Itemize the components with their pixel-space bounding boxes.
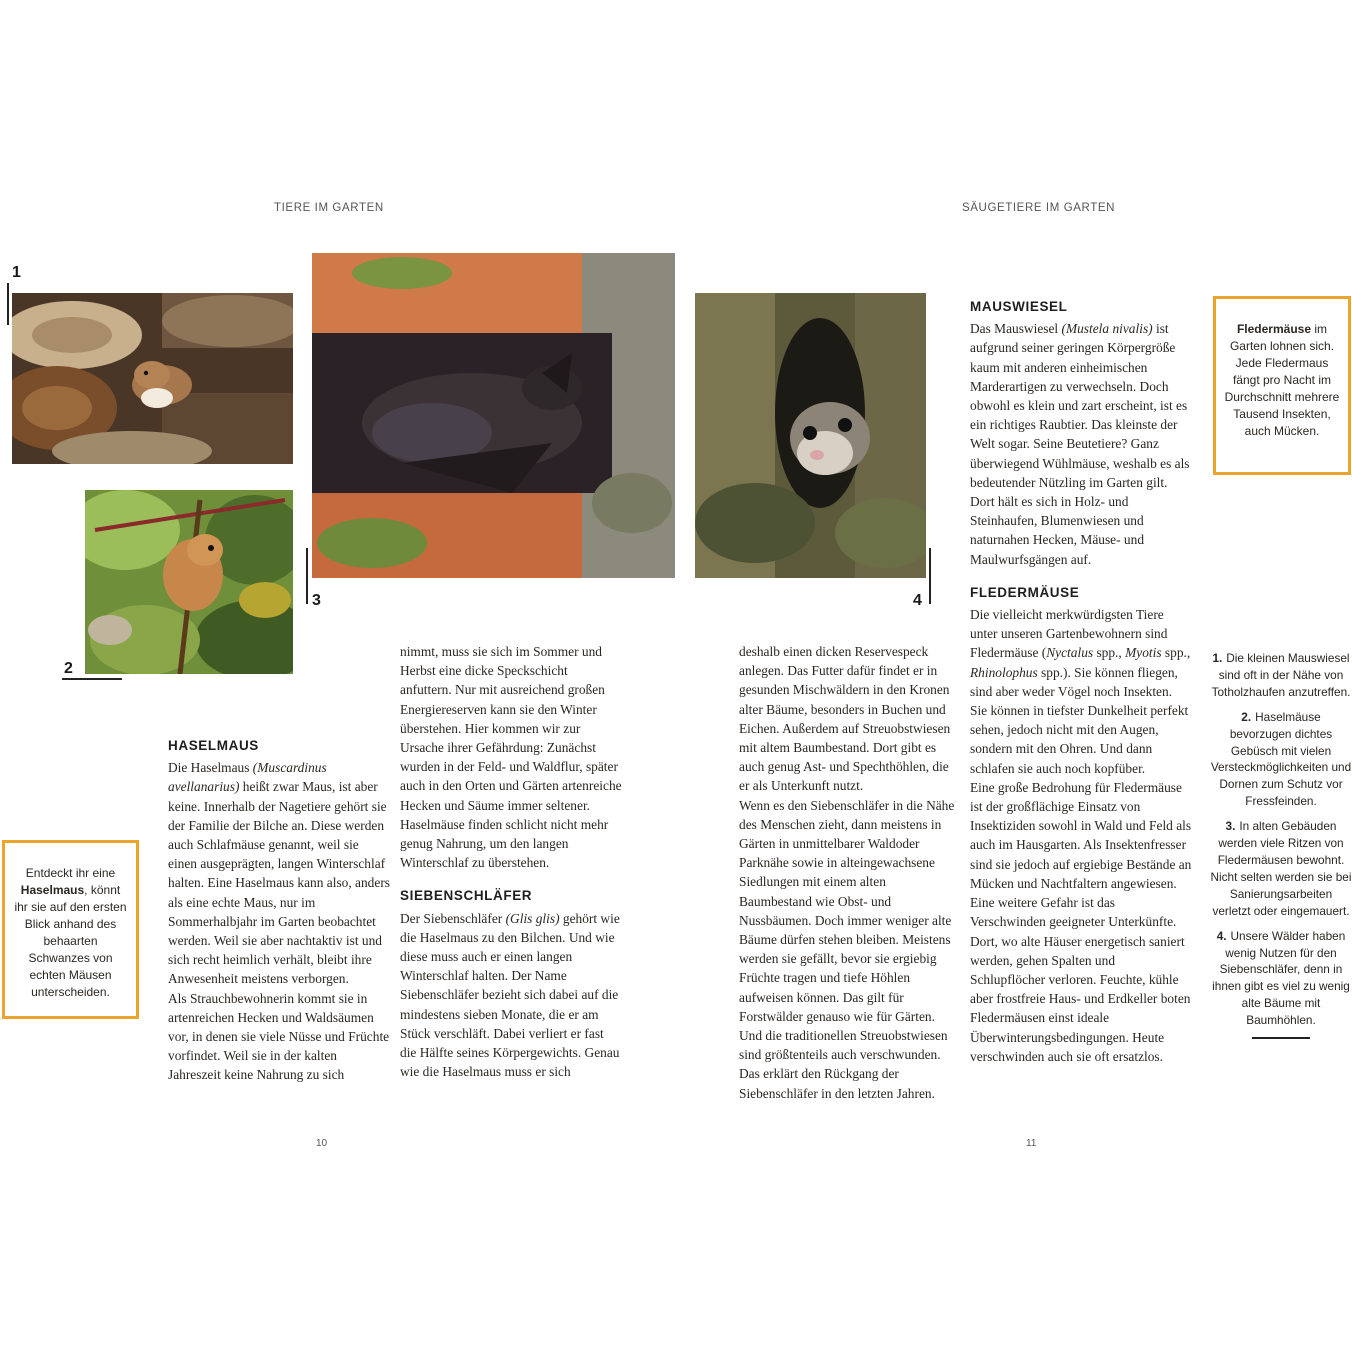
siebenschlaefer-paragraph-1: Der Siebenschläfer (Glis glis) gehört wie die Haselmaus zu den Bilchen. Und wie diese muss auch er einen langen Winterschlaf halten. Der Name Siebenschläfer bezieht sich dabei auf die mindestens sieben Monate, die er am Stück verschläft. Dabei verliert er fast die Hälfte seines Körpergewichts. Genau wie die Haselmaus muss er sich (400, 910, 620, 1080)
siebenschlaefer-paragraph-2: deshalb einen dicken Reservespeck anlegen. Das Futter dafür findet er in gesunden Mischwäldern in den Kronen alter Bäume, besonders in Buchen und Eichen. Außerdem auf Streuobstwiesen mit altem Baumbestand. Dort gibt es auch genug Ast- und Spechthöhlen, die er als Unterkunft nutzt. (739, 644, 951, 794)
callout-fledermaeuse-after: im Garten lohnen sich. Jede Fledermaus fängt pro Nacht im Durchschnitt mehrere Tausend Insekten, auch Mücken. (1224, 322, 1340, 438)
callout-haselmaus-bold: Haselmaus (20, 883, 85, 897)
running-head-left: TIERE IM GARTEN (274, 202, 384, 214)
heading-mauswiesel: MAUSWIESEL (970, 299, 1068, 314)
running-head-right: SÄUGETIERE IM GARTEN (962, 202, 1116, 214)
figure-1-number: 1 (12, 264, 21, 281)
figure-4-photo (695, 293, 926, 578)
figure-2-number: 2 (64, 660, 73, 677)
bat-wall-image (312, 253, 675, 578)
figure-4-number: 4 (913, 592, 922, 609)
figure-2-rule (62, 678, 122, 680)
haselmaus-paragraph-2: Als Strauchbewohnerin kommt sie in artenreichen Hecken und Waldsäumen vor, in denen sie viele Nüsse und Früchte vorfindet. Weil sie in der kalten Jahreszeit keine Nahrung zu sich (168, 990, 390, 1083)
caption-3: 3. In alten Gebäuden werden viele Ritzen von Fledermäusen bewohnt. Nicht selten werden sie bei Sanierungsarbeiten verletzt oder eingemauert. (1210, 819, 1352, 918)
text-column-4 (970, 297, 1192, 1066)
figure-4-rule (929, 548, 931, 604)
callout-haselmaus (2, 840, 139, 1019)
caption-4: 4. Unsere Wälder haben wenig Nutzen für den Siebenschläfer, denn in ihnen gibt es viel zu wenig alte Bäume mit Baumhöhlen. (1212, 928, 1350, 1028)
fledermaeuse-paragraph-2: Eine große Bedrohung für Fledermäuse ist der großflächige Einsatz von Insektiziden sowohl in Wald und Feld als auch im Hausgarten. Als Insektenfresser sind sie jedoch auf ergiebige Bestände an Mücken und Nachtfaltern angewiesen. (970, 779, 1192, 891)
heading-fledermaeuse: FLEDERMÄUSE (970, 584, 1080, 600)
fledermaeuse-paragraph-3: Eine weitere Gefahr ist das Verschwinden geeigneter Unterkünfte. Dort, wo alte Häuser energetisch saniert werden, gehen Spalten und Schlupflöcher verloren. Feuchte, kühle aber frostfreie Haus- und Erdkeller boten Fledermäusen einst ideale Überwinterungsbedingungen. Heute verschwinden auch sie oft ersatzlos. (970, 895, 1191, 1064)
figure-1-rule (7, 283, 9, 325)
text-column-1 (168, 736, 390, 1085)
dormouse-bush-image (85, 490, 293, 674)
figure-3-rule (306, 548, 308, 604)
callout-fledermaeuse (1213, 296, 1351, 475)
figure-3-photo (312, 253, 675, 578)
haselmaus-paragraph-3: nimmt, muss sie sich im Sommer und Herbst eine dicke Speckschicht anfuttern. Nur mit ausreichend großen Energiereserven kann sie den Winter überstehen. Hier kommen wir zur Ursache ihrer Gefährdung: Zunächst wurden in der Feld- und Waldflur, später auch in den Orten und Gärten artenreiche Hecken und Säume immer seltener. Haselmäuse finden schlicht nicht mehr genug Nahrung, um den langen Winterschlaf zu überstehen. (400, 644, 622, 871)
heading-haselmaus: HASELMAUS (168, 738, 259, 753)
fledermaeuse-paragraph-1: Die vielleicht merkwürdigsten Tiere unter unseren Gartenbewohnern sind Fledermäuse (Nyctalus spp., Myotis spp., Rhinolophus spp.). Sie können fliegen, sind aber weder Vögel noch Insekten. Sie können in tiefster Dunkelheit perfekt sehen, jedoch nicht mit den Augen, sondern mit den Ohren. Und dann schlafen sie auch noch kopfüber. (970, 607, 1191, 776)
page-number-left: 10 (316, 1138, 328, 1149)
weasel-woodpile-image (12, 293, 293, 464)
callout-haselmaus-before: Entdeckt ihr eine (25, 866, 116, 880)
text-column-2 (400, 642, 622, 1081)
caption-2: 2. Haselmäuse bevorzugen dichtes Gebüsch mit vielen Versteckmöglichkeiten und Dornen zum Schutz vor Fressfeinden. (1210, 709, 1352, 809)
siebenschlaefer-tree-image (695, 293, 926, 578)
heading-siebenschlaefer: SIEBENSCHLÄFER (400, 888, 533, 904)
haselmaus-paragraph-1: Die Haselmaus (Muscardinus avellanarius) heißt zwar Maus, ist aber keine. Innerhalb der Nagetiere gehört sie der Familie der Bilche an. Diese werden auch Schlafmäuse genannt, weil sie einen ausgeprägten, langen Winterschlaf halten. Eine Haselmaus kann also, anders als eine echte Maus, nur im Sommerhalbjahr im Garten beobachtet werden. Weil sie aber nachtaktiv ist und sich recht heimlich verhält, bleibt ihre Anwesenheit meistens verborgen. (168, 760, 390, 987)
page-number-right: 11 (1026, 1138, 1037, 1149)
text-column-3 (739, 642, 961, 1103)
caption-1: 1. Die kleinen Mauswiesel sind oft in der Nähe von Totholzhaufen anzutreffen. (1211, 651, 1351, 699)
callout-fledermaeuse-bold: Fledermäuse (1236, 322, 1312, 336)
captions-end-rule (1252, 1037, 1310, 1039)
siebenschlaefer-paragraph-3: Wenn es den Siebenschläfer in die Nähe des Menschen zieht, dann meistens in Gärten in unmittelbarer Waldoder Parknähe sowie in alteingewachsene Siedlungen mit einem alten Baumbestand wie Obst- und Nussbäumen. Doch immer weniger alte Bäume dürfen stehen bleiben. Meistens werden sie gefällt, bevor sie ergiebig Früchte tragen und tiefe Höhlen aufweisen können. Das gilt für Forstwälder genauso wie für Gärten. Und die traditionellen Streuobstwiesen sind größtenteils auch verschwunden. Das erklärt den Rückgang der Siebenschläfer in den letzten Jahren. (739, 797, 955, 1101)
figure-2-photo (85, 490, 293, 674)
figure-1-photo (12, 293, 293, 464)
figure-3-number: 3 (312, 592, 321, 609)
figure-captions (1210, 650, 1352, 1039)
mauswiesel-paragraph-1: Das Mauswiesel (Mustela nivalis) ist aufgrund seiner geringen Körpergröße kaum mit anderen einheimischen Marderartigen zu verwechseln. Doch obwohl es klein und zart erscheint, ist es ein richtiges Raubtier. Das kleinste der Welt sogar. Seine Beutetiere? Ganz überwiegend Wühlmäuse, weshalb es als bedeutender Nützling im Garten gilt. Dort hält es sich in Holz- und Steinhaufen, Blumenwiesen und naturnahen Hecken, Mäuse- und Maulwurfsgängen auf. (970, 321, 1190, 567)
callout-haselmaus-after: , könnt ihr sie auf den ersten Blick anhand des behaarten Schwanzes von echten Mäusen unterscheiden. (14, 883, 127, 999)
